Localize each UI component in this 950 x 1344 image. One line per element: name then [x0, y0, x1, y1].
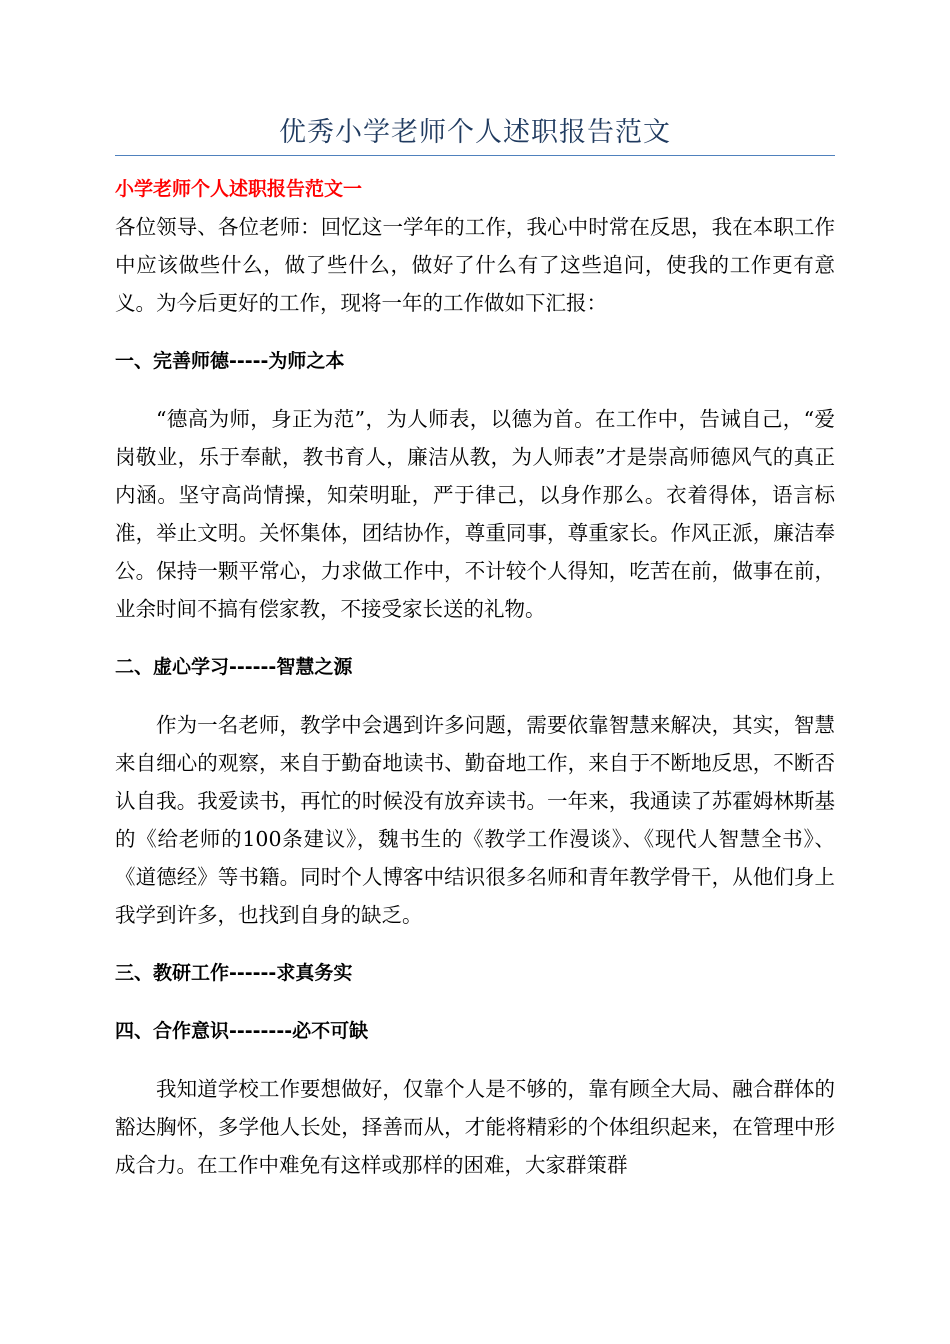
section-heading-2: 二、虚心学习------智慧之源 [115, 656, 353, 678]
section-heading-3: 三、教研工作------求真务实 [115, 962, 353, 984]
document-title: 优秀小学老师个人述职报告范文 [279, 117, 671, 148]
section-body-2: 作为一名老师，教学中会遇到许多问题，需要依靠智慧来解决，其实，智慧来自细心的观察，来自于勤奋地读书、勤奋地工作，来自于不断地反思，不断否认自我。我爱读书，再忙的时候没有放弃读书。一年来，我通读了苏霍姆林斯基的《给老师的100条建议》，魏书生的《教学工作漫谈》、《现代人智慧全书》、《道德经》等书籍。同时个人博客中结识很多名师和青年教学骨干，从他们身上我学到许多，也找到自身的缺乏。 [115, 713, 835, 927]
section-heading-4: 四、合作意识--------必不可缺 [115, 1020, 369, 1042]
section-heading-1: 一、完善师德-----为师之本 [115, 350, 345, 372]
intro-paragraph: 各位领导、各位老师：回忆这一学年的工作，我心中时常在反思，我在本职工作中应该做些什么，做了些什么，做好了什么有了这些追问，使我的工作更有意义。为今后更好的工作，现将一年的工作做如下汇报： [115, 215, 835, 315]
document-subtitle: 小学老师个人述职报告范文一 [115, 178, 363, 200]
section-body-1: “德高为师，身正为范”，为人师表，以德为首。在工作中，告诫自己，“爱岗敬业，乐于奉献，教书育人，廉洁从教，为人师表”才是崇高师德风气的真正内涵。坚守高尚情操，知荣明耻，严于律己，以身作那么。衣着得体，语言标准，举止文明。关怀集体，团结协作，尊重同事，尊重家长。作风正派，廉洁奉公。保持一颗平常心，力求做工作中，不计较个人得知，吃苦在前，做事在前，业余时间不搞有偿家教，不接受家长送的礼物。 [115, 407, 835, 621]
section-body-4: 我知道学校工作要想做好，仅靠个人是不够的，靠有顾全大局、融合群体的豁达胸怀，多学他人长处，择善而从，才能将精彩的个体组织起来，在管理中形成合力。在工作中难免有这样或那样的困难，大家群策群 [115, 1077, 835, 1177]
title-underline [115, 155, 835, 156]
document-body [115, 170, 835, 1184]
